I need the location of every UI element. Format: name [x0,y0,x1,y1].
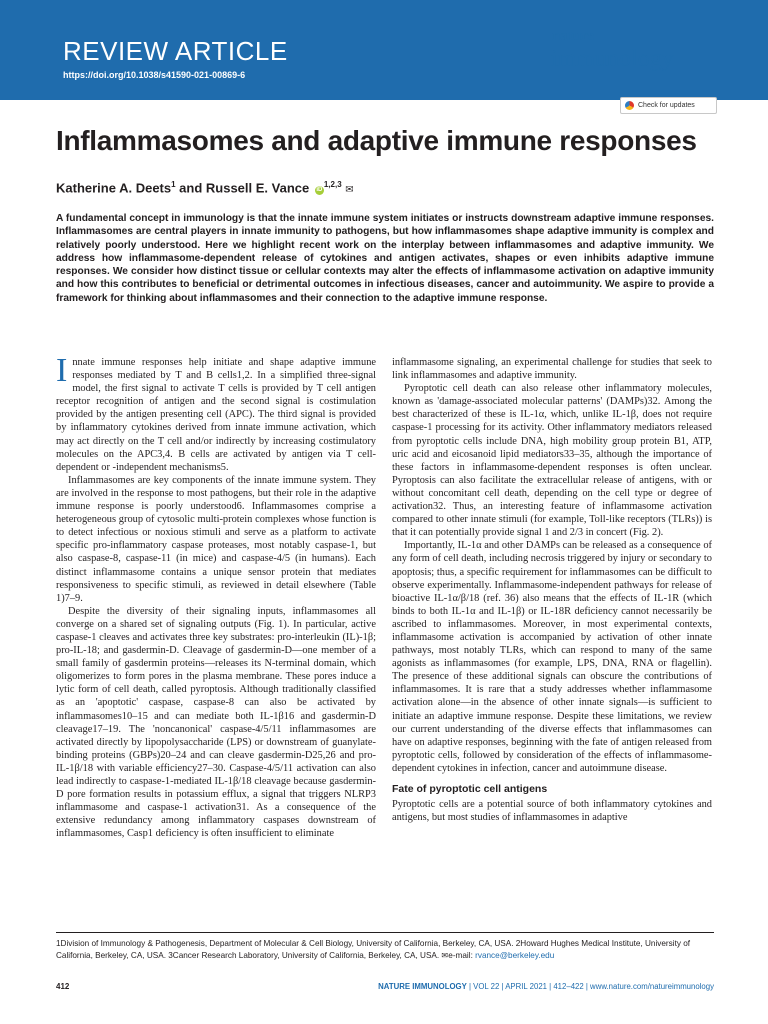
paragraph-text: nnate immune responses help initiate and shape adaptive immune responses mediated by T and B cells1,2. In a simplified three-signal model, the first signal to activate T cells is provided by T cell antigen receptor recognition of antigen and the second signal is costimulation provided by the antigen presenting cell (APC). The third signal is provided by inflammatory cytokines derived from innate immune activation, which may act directly on the T cell and/or indirectly by increasing costimulatory molecules on the APC3,4. B cells are activated by antigen via T cell-dependent or -independent mechanisms5. [56,357,376,473]
footer-issue[interactable]: | VOL 22 | APRIL 2021 | 412–422 | www.nature.com/natureimmunology [466,982,714,991]
check-for-updates-label: Check for updates [638,102,695,109]
journal-logo-nature: nature [552,28,595,44]
crossmark-icon [625,101,634,110]
page-number: 412 [56,982,70,991]
doi-link[interactable]: https://doi.org/10.1038/s41590-021-00869-6 [63,70,246,80]
affiliations-footnote [56,938,714,962]
author-list [56,180,354,195]
paragraph: inflammasome signaling, an experimental challenge for studies that seek to link inflammasomes and adaptive immunity. [392,357,712,382]
check-for-updates-button[interactable] [620,97,717,114]
email-icon[interactable]: ✉ [345,184,354,196]
author-1[interactable]: Katherine A. Deets [56,180,172,196]
article-type: REVIEW ARTICLE [63,36,288,66]
drop-cap: I [56,352,68,389]
email-link[interactable]: rvance@berkeley.edu [475,951,555,960]
abstract: A fundamental concept in immunology is that the innate immune system initiates or instructs downstream adaptive immune responses. Inflammasomes are central players in innate immunity to pathogens, but how inflammasomes shape adaptive immunity is complex and relatively poorly understood. Here we highlight recent work on the interplay between inflammasomes and adaptive immunity. We address how inflammasome-dependent release of cytokines and antigen activates, shapes or even inhibits adaptive immune responses. We consider how distinct tissue or cellular contexts may alter the effects of inflammasome activation on adaptive immunity and how this contributes to beneficial or detrimental outcomes in infectious diseases, cancer and autoimmunity. We aspire to provide a framework for thinking about inflammasomes and their connection to the adaptive immune response. [56,213,714,304]
body-column-right [392,356,712,824]
article-title: Inflammasomes and adaptive immune responses [56,125,697,156]
footer-journal-name: NATURE IMMUNOLOGY [378,982,467,991]
journal-logo-immunology: immunology [551,46,674,72]
body-column-left [56,352,376,840]
author-2[interactable]: and Russell E. Vance [175,180,310,196]
footer-journal-info [378,982,714,991]
journal-logo[interactable] [542,26,722,86]
paragraph: Importantly, IL-1α and other DAMPs can be released as a consequence of any form of cell death, including necrosis triggered by injury or secondary to apoptosis; thus, a specific requirement for inflammasomes can be difficult to observe experimentally. Inflammasome-independent pathways for release of bioactive IL-1α/β/18 (ref. 36) also means that the effects of IL-1R (which binds to both IL-1α and IL-1β) or IL-18R deficiency cannot necessarily be ascribed to inflammasomes. Moreover, in most experimental contexts, inflammasome activation is accompanied by activation of other innate pathways, most notably TLRs, which can respond to many of the same agonists as inflammasomes (for example, LPS, DNA, RNA or flagellin). The presence of these additional signals can obscure the contributions of inflammasomes. It is rare that a study addresses whether inflammasome activation alone—in the absence of other innate signals—is sufficient to initiate an adaptive immune response. Despite these limitations, we review our current understanding of the diverse effects that inflammasomes can have on adaptive responses, beginning with the fate of antigen released from pyroptotic cells, followed by consideration of the effects of inflammasome-dependent cytokines in infection, cancer and autoimmune disease. [392,540,712,774]
orcid-icon[interactable]: iD [316,187,323,194]
footnote-divider [56,932,714,933]
paragraph [56,352,376,474]
author-2-affiliation: 1,2,3 [323,180,342,189]
paragraph: Pyroptotic cells are a potential source of both inflammatory cytokines and antigens, but most studies of inflammasomes in adaptive [392,799,712,824]
section-heading: Fate of pyroptotic cell antigens [392,783,548,795]
author-1-affiliation: 1 [171,180,176,189]
affiliations-text: 1Division of Immunology & Pathogenesis, Department of Molecular & Cell Biology, University of California, Berkeley, CA, USA. 2Howard Hughes Medical Institute, University of California, Berkeley, CA, USA. 3Cancer Research Laboratory, University of California, Berkeley, CA, USA. ✉e-mail: [56,939,691,960]
paragraph: Inflammasomes are key components of the innate immune system. They are involved in the response to most pathogens, but their role in the adaptive immune response is poorly understood6. Inflammasomes comprise a heterogeneous group of cytosolic multi-protein complexes whose function is to detect infectious or noxious stimuli and serve as a platform to activate specific pro-inflammatory caspase proteases, most notably caspase-1, but also caspase-8, caspase-11 (in mice) and caspase-4/5 (in humans). Each distinct inflammasome contains a unique sensor protein that mediates responsiveness to specific stimuli, as reviewed in detail elsewhere (Table 1)7–9. [56,474,376,604]
paragraph: Despite the diversity of their signaling inputs, inflammasomes all converge on a shared set of signaling outputs (Fig. 1). In particular, active caspase-1 cleaves and activates three key substrates: pro-interleukin (IL)-1β; pro-IL-18; and gasdermin-D. Cleavage of gasdermin-D—one member of a small family of gasdermin proteins—releases its N-terminal domain, which oligomerizes to form pores in the plasma membrane. These pores induce a lytic form of cell death, called pyroptosis. Although traditionally classified as an 'apoptotic' caspase, caspase-8 can also be activated by inflammasomes10–15 and can mediate both IL-1β16 and gasdermin-D cleavage17–19. The 'noncanonical' caspase-4/5/11 inflammasomes are activated directly by lipopolysaccharide (LPS) or downstream of guanylate-binding proteins (GBPs)20–24 and can cleave gasdermin-D25,26 and pro-IL-1β/18 with variable efficiency27–30. Caspase-4/5/11 activation can also lead indirectly to caspase-1-mediated IL-1β/18 cleavage because gasdermin-D pore formation results in potassium efflux, a signal that triggers NLRP3 inflammasome and caspase-1 activation31. As a consequence of the extensive redundancy among inflammatory caspases downstream of inflammasomes, Casp1 deficiency is often insufficient to eliminate [56,605,376,840]
paragraph: Pyroptotic cell death can also release other inflammatory molecules, known as 'damage-associated molecular patterns' (DAMPs)32. Among the best characterized of these is IL-1α, which, unlike IL-1β, does not require caspase-1 processing for its activity. Other inflammatory mediators released from pyroptotic cells include DNA, high mobility group protein B1, ATP, uric acid and eicosanoid lipid mediators33–35, although the importance of these factors in inflammasome-dependent responses is often unclear. Pyroptosis can also facilitate the extracellular release of antigens, with or without concomitant cell death, depending on the cell type or degree of activation32. Thus, an interesting feature of inflammasome activation compared to other innate stimuli (for example, Toll-like receptors (TLRs)) is that it can potentially provide signal 1 and 2/3 in concert (Fig. 2). [392,383,712,539]
